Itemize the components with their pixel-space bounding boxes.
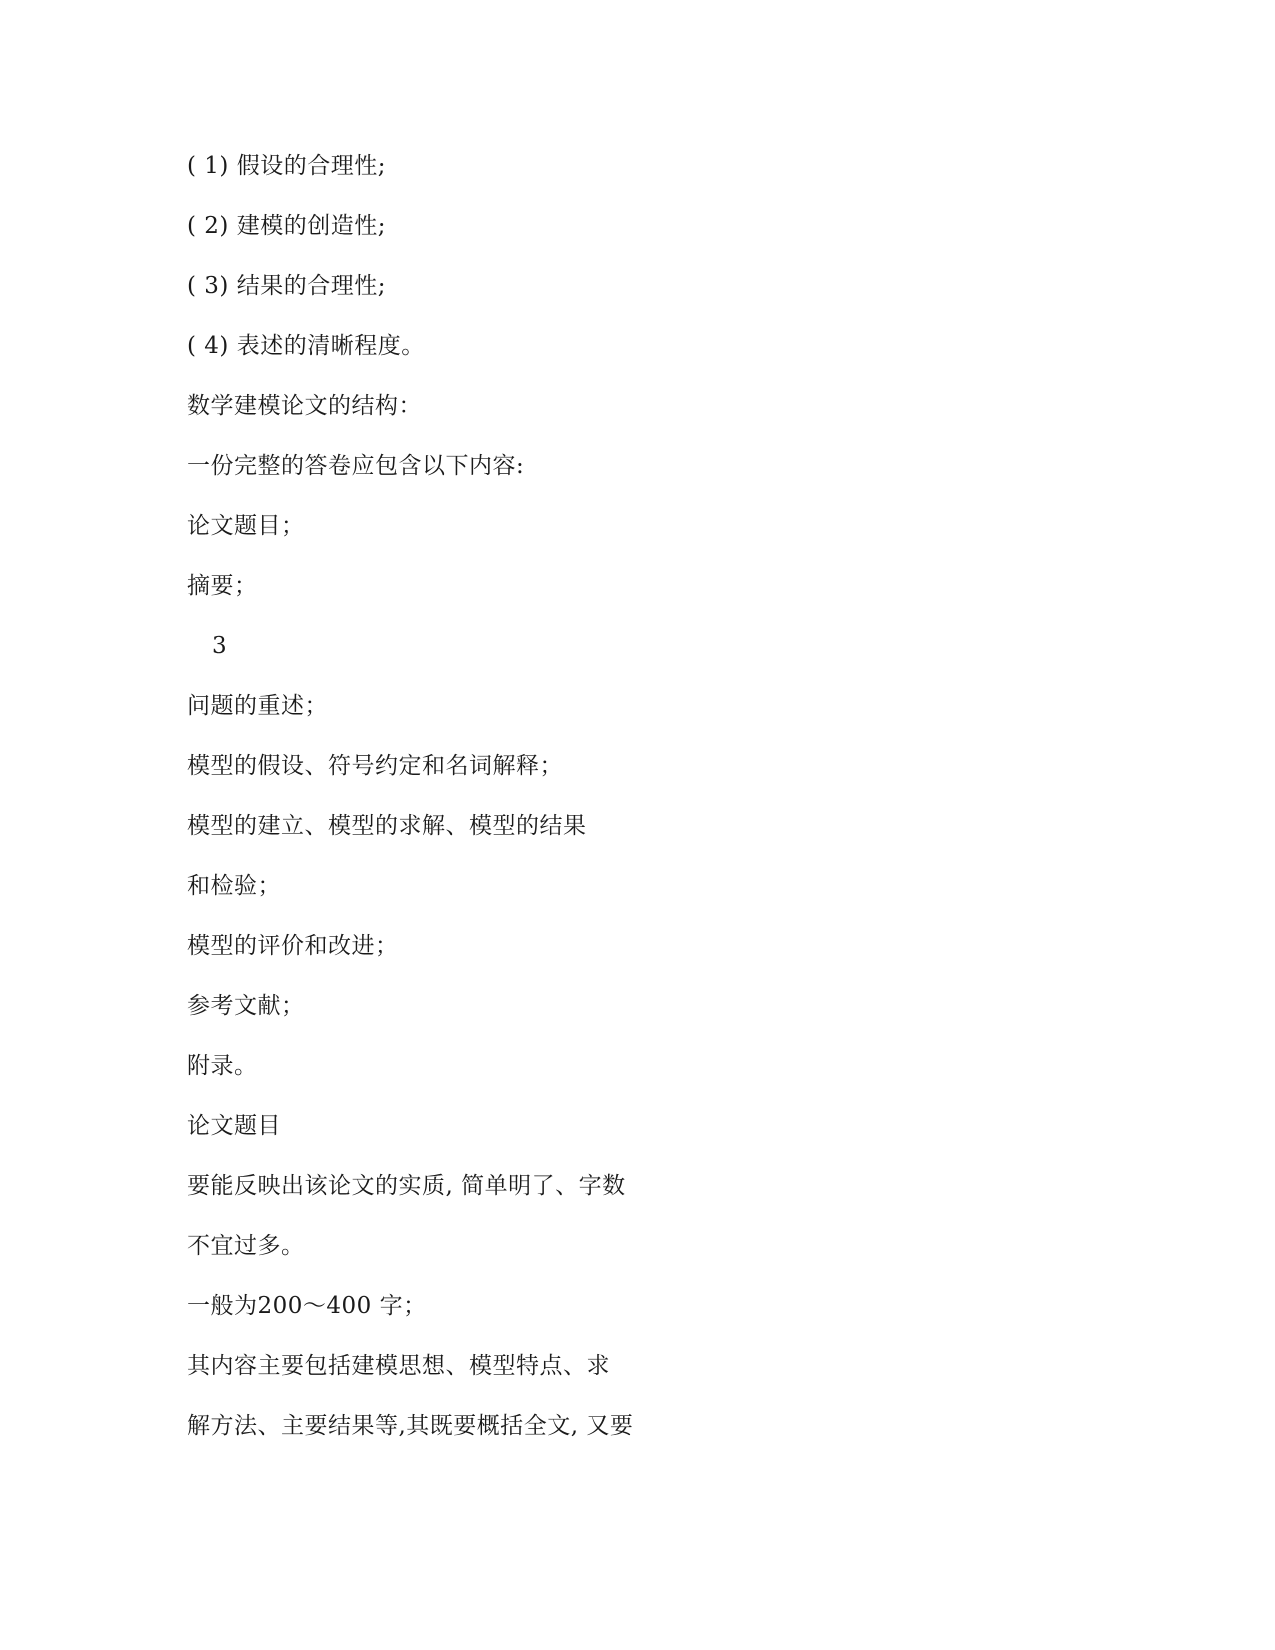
section-heading: 数学建模论文的结构： <box>187 393 422 419</box>
text-line: 不宜过多。 <box>187 1233 305 1259</box>
section-heading: 论文题目 <box>187 1113 281 1139</box>
text-line: 问题的重述； <box>187 693 328 719</box>
text-line: ( 3) 结果的合理性; <box>187 273 386 299</box>
page-number: 3 <box>212 633 228 659</box>
text-line: ( 1) 假设的合理性; <box>187 153 386 179</box>
text-line: 其内容主要包括建模思想、模型特点、求 <box>187 1353 610 1379</box>
text-line: 模型的评价和改进； <box>187 933 399 959</box>
text-line: 解方法、主要结果等,其既要概括全文, 又要 <box>187 1413 634 1439</box>
text-line: 摘要； <box>187 573 258 599</box>
text-line: ( 4) 表述的清晰程度。 <box>187 333 425 359</box>
text-line: ( 2) 建模的创造性; <box>187 213 386 239</box>
text-line: 一般为200～400 字； <box>187 1293 427 1319</box>
text-line: 要能反映出该论文的实质, 简单明了、字数 <box>187 1173 626 1199</box>
text-line: 一份完整的答卷应包含以下内容: <box>187 453 525 479</box>
text-line: 模型的假设、符号约定和名词解释； <box>187 753 563 779</box>
text-line: 论文题目； <box>187 513 305 539</box>
text-line: 和检验； <box>187 873 281 899</box>
text-line: 附录。 <box>187 1053 258 1079</box>
text-line: 模型的建立、模型的求解、模型的结果 <box>187 813 587 839</box>
text-line: 参考文献； <box>187 993 305 1019</box>
